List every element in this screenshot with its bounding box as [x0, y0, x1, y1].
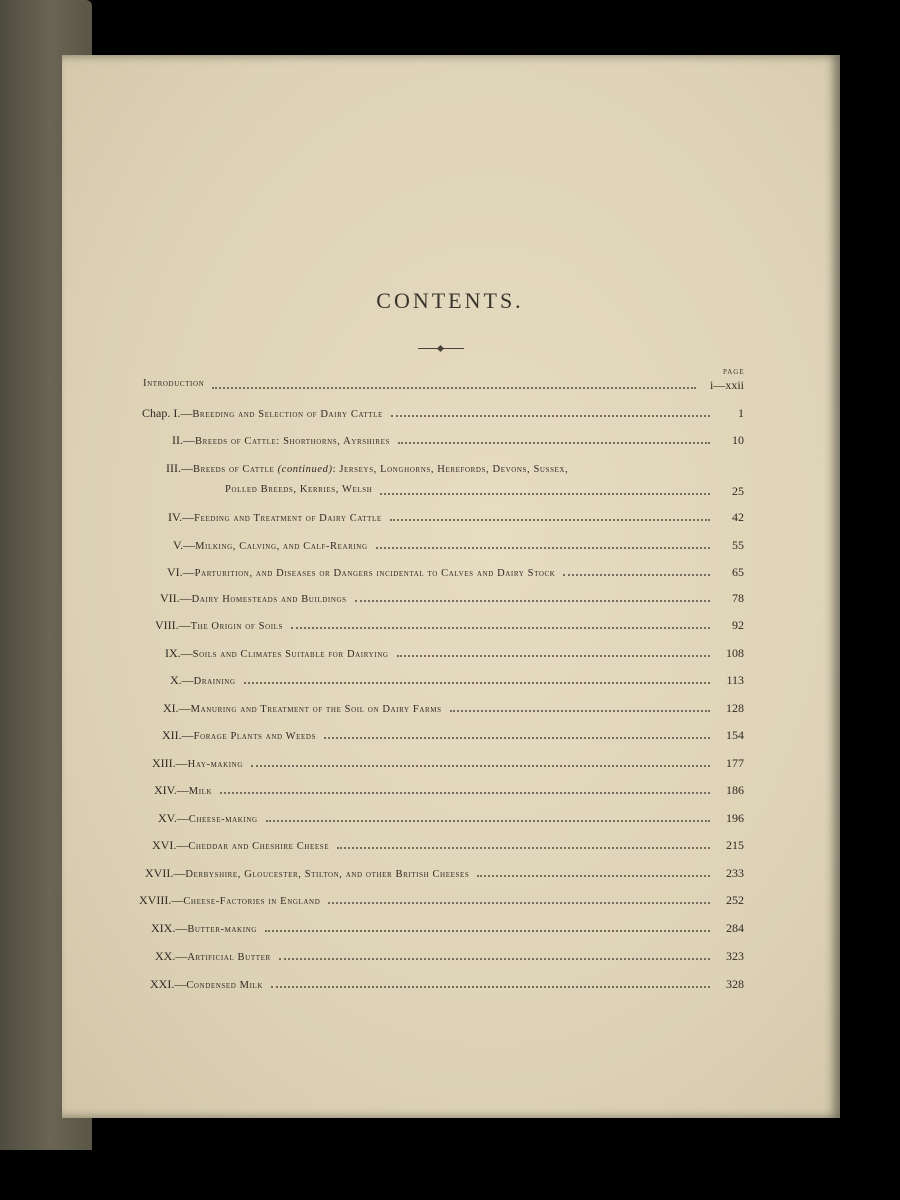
chapter-number: III.— [166, 461, 193, 475]
chapter-number: XIX.— [151, 921, 188, 935]
chapter-title: Breeds of Cattle: Shorthorns, Ayrshires [195, 436, 390, 447]
toc-entry [0, 378, 744, 396]
toc-entry [0, 591, 744, 609]
chapter-title: Milk [188, 786, 213, 797]
dot-leader [266, 811, 710, 822]
page-number: 252 [726, 893, 744, 907]
toc-entry [0, 893, 744, 911]
chapter-title: Cheddar and Cheshire Cheese [188, 841, 330, 852]
dot-leader [391, 406, 710, 417]
chapter-number: XX.— [155, 949, 188, 963]
toc-entry [0, 406, 744, 424]
chapter-number: IV.— [168, 510, 195, 524]
toc-entry [0, 510, 744, 528]
chapter-number: II.— [172, 433, 195, 447]
ornament-divider [418, 347, 464, 351]
toc-entry-label [167, 565, 555, 580]
chapter-title-continued: : Jerseys, Longhorns, Herefords, Devons, Sussex, [332, 464, 569, 475]
toc-entry [0, 977, 744, 995]
toc-entry-label [158, 811, 258, 826]
chapter-number: VIII.— [155, 618, 191, 632]
page-number: 10 [732, 433, 744, 447]
chapter-title: Breeds of Cattle [193, 464, 275, 475]
dot-leader [251, 756, 710, 767]
chapter-number: XVI.— [152, 838, 189, 852]
toc-entry [0, 728, 744, 746]
page-number: 1 [738, 406, 744, 420]
page-number: 177 [726, 756, 744, 770]
page-number: 328 [726, 977, 744, 991]
dot-leader [390, 510, 710, 521]
toc-entry-label [139, 893, 320, 908]
toc-entry-label [165, 646, 389, 661]
chapter-title: The Origin of Soils [190, 621, 284, 632]
dot-leader [398, 433, 710, 444]
page-number: 108 [726, 646, 744, 660]
page-number: i—xxii [709, 378, 744, 392]
chapter-number: XII.— [162, 728, 194, 742]
toc-entry-label [152, 756, 243, 771]
dot-leader [477, 866, 710, 877]
toc-entry [0, 618, 744, 636]
chapter-number: XI.— [163, 701, 191, 715]
toc-entry [0, 783, 744, 801]
dot-leader [220, 783, 710, 794]
toc-entry-label [155, 618, 283, 633]
toc-entry-label [172, 433, 390, 448]
dot-leader [337, 838, 710, 849]
dot-leader [355, 591, 710, 602]
toc-entry [0, 921, 744, 939]
toc-entry-label [166, 461, 568, 476]
chapter-title-line2: Polled Breeds, Kerries, Welsh [225, 484, 373, 495]
chapter-number: Chap. I.— [142, 406, 193, 420]
toc-entry-label [150, 977, 263, 992]
page-number: 323 [726, 949, 744, 963]
page-number: 42 [732, 510, 744, 524]
page-number: 25 [732, 484, 744, 498]
chapter-number: IX.— [165, 646, 193, 660]
toc-entry [0, 673, 744, 691]
chapter-title: Derbyshire, Gloucester, Stilton, and other British Cheeses [185, 869, 470, 880]
chapter-title: Introduction [143, 378, 205, 389]
toc-entry-label [160, 591, 347, 606]
chapter-title: Manuring and Treatment of the Soil on Dairy Farms [190, 704, 442, 715]
toc-entry [0, 646, 744, 664]
chapter-title: Parturition, and Diseases or Dangers incidental to Calves and Dairy Stock [194, 568, 556, 579]
page-number: 154 [726, 728, 744, 742]
page-number: 55 [732, 538, 744, 552]
toc-entry [0, 838, 744, 856]
chapter-title: Hay-making [187, 759, 243, 770]
dot-leader [380, 484, 710, 495]
chapter-title: Butter-making [187, 924, 257, 935]
page-number: 284 [726, 921, 744, 935]
page-number: 233 [726, 866, 744, 880]
dot-leader [212, 378, 696, 389]
chapter-number: V.— [173, 538, 196, 552]
toc-entry-line2 [0, 484, 744, 502]
chapter-number: XIII.— [152, 756, 188, 770]
toc-entry-label [152, 838, 329, 853]
dot-leader [244, 673, 710, 684]
toc-entry-label [154, 783, 212, 798]
page-number: 186 [726, 783, 744, 797]
toc-entry-label [173, 538, 368, 553]
toc-entry-label [145, 866, 469, 881]
chapter-title: Feeding and Treatment of Dairy Cattle [194, 513, 382, 524]
chapter-title: Cheese-making [188, 814, 258, 825]
chapter-number: XVIII.— [139, 893, 184, 907]
page-number: 215 [726, 838, 744, 852]
dot-leader [291, 618, 710, 629]
page-number: 65 [732, 565, 744, 579]
toc-entry [0, 866, 744, 884]
toc-entry-label [142, 406, 383, 421]
toc-entry [0, 538, 744, 556]
toc-entry [0, 949, 744, 967]
toc-entry [0, 433, 744, 451]
chapter-title: Forage Plants and Weeds [193, 731, 317, 742]
toc-entry [0, 565, 744, 583]
page-column-header: PAGE [723, 368, 745, 376]
chapter-number: X.— [170, 673, 194, 687]
chapter-title-italic: (continued) [274, 464, 333, 475]
chapter-number: XXI.— [150, 977, 187, 991]
page-number: 128 [726, 701, 744, 715]
toc-entry [0, 701, 744, 719]
toc-entry-label [170, 673, 236, 688]
toc-entry-label [155, 949, 271, 964]
page-number: 196 [726, 811, 744, 825]
chapter-number: VI.— [167, 565, 195, 579]
chapter-number: XIV.— [154, 783, 189, 797]
dot-leader [324, 728, 710, 739]
dot-leader [376, 538, 710, 549]
chapter-number: XVII.— [145, 866, 186, 880]
chapter-title: Dairy Homesteads and Buildings [191, 594, 347, 605]
toc-entry-label [143, 378, 204, 389]
toc-entry [0, 811, 744, 829]
chapter-title: Soils and Climates Suitable for Dairying [192, 649, 389, 660]
dot-leader [328, 893, 710, 904]
page-number: 78 [732, 591, 744, 605]
dot-leader [279, 949, 710, 960]
page-number: 113 [726, 673, 744, 687]
dot-leader [271, 977, 710, 988]
toc-entry-label [163, 701, 442, 716]
dot-leader [265, 921, 710, 932]
dot-leader [450, 701, 710, 712]
toc-entry-label [151, 921, 257, 936]
toc-entry [0, 461, 744, 479]
chapter-number: VII.— [160, 591, 192, 605]
chapter-title: Breeding and Selection of Dairy Cattle [192, 409, 383, 420]
toc-entry-label [168, 510, 382, 525]
dot-leader [397, 646, 711, 657]
toc-entry [0, 756, 744, 774]
chapter-title: Milking, Calving, and Calf-Rearing [195, 541, 368, 552]
chapter-title: Cheese-Factories in England [183, 896, 321, 907]
dot-leader [563, 565, 710, 576]
chapter-title: Condensed Milk [186, 980, 264, 991]
chapter-number: XV.— [158, 811, 189, 825]
chapter-title: Artificial Butter [187, 952, 271, 963]
contents-heading: CONTENTS. [376, 288, 524, 313]
chapter-title: Draining [193, 676, 236, 687]
page-number: 92 [732, 618, 744, 632]
toc-entry-label [162, 728, 316, 743]
